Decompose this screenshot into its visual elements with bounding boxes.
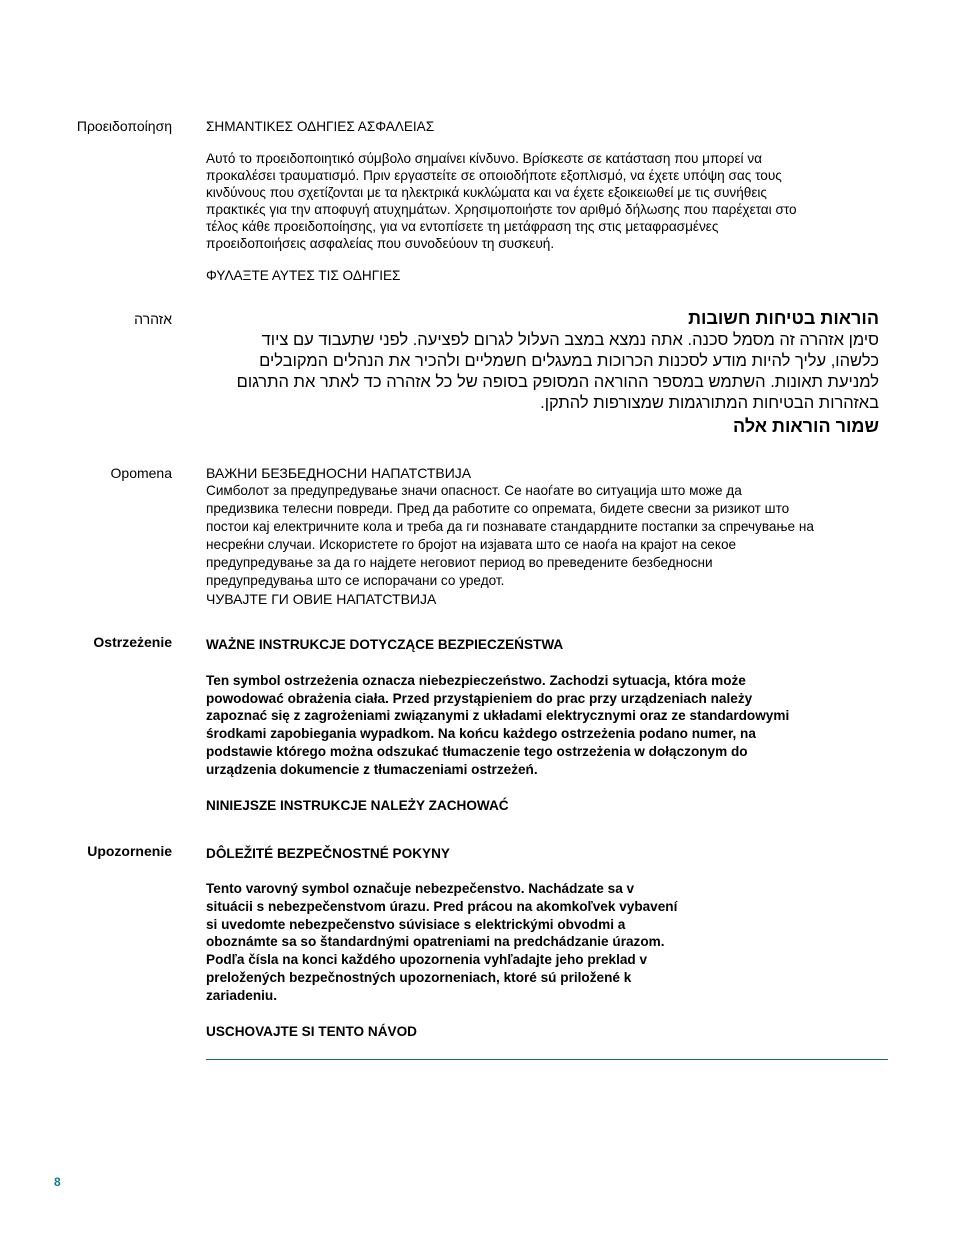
body-line: situácii s nebezpečenstvom úrazu. Pred prácou na akomkoľvek vybavení [206, 898, 678, 914]
body-line: oboznámte sa so štandardnými opatreniami na predchádzanie úrazom. [206, 934, 665, 950]
body-line: Tento varovný symbol označuje nebezpečenstvo. Nachádzate sa v [206, 881, 635, 896]
section-body-greek [206, 118, 876, 284]
body-line: zapoznać się z zagrożeniami związanymi z układami elektrycznymi oraz ze standardowymi [206, 708, 790, 724]
page-number: 8 [54, 1175, 61, 1189]
section-label-hebrew: אזהרה [134, 311, 172, 327]
body-line: zariadeniu. [206, 987, 278, 1003]
section-heading: ΣΗΜΑΝΤΙΚΕΣ ΟΔΗΓΙΕΣ ΑΣΦΑΛΕΙΑΣ [206, 119, 435, 134]
body-line: несреќни случаи. Искористете го бројот на изјавата што се наоѓа на крајот на секое [206, 537, 737, 552]
section-label-slovak: Upozornenie [87, 843, 172, 859]
body-line: preložených bezpečnostných upozorneniach, ktoré sú priložené k [206, 969, 632, 985]
section-body-hebrew [206, 306, 879, 438]
body-line: urządzenia dokumencie z tłumaczeniami ostrzeżeń. [206, 761, 538, 777]
body-line: предупредување за да го најдете неговиот период во преведените безбедносни [206, 555, 713, 570]
body-line: προειδοποιήσεις ασφαλείας που συνοδεύουν τη συσκευή. [206, 236, 555, 251]
body-line: τέλος κάθε προειδοποίησης, για να εντοπίσετε τη μετάφραση της στις μεταφρασμένες [206, 219, 719, 234]
section-footer: שמור הוראות אלה [733, 416, 879, 436]
section-label-polish: Ostrzeżenie [93, 634, 172, 650]
body-line: powodować obrażenia ciała. Przed przystąpieniem do prac przy urządzeniach należy [206, 690, 753, 706]
body-line: באזהרות הבטיחות המתורגמות שמצורפות להתקן. [540, 394, 879, 412]
section-body-macedonian [206, 464, 876, 608]
section-heading: DÔLEŽITÉ BEZPEČNOSTNÉ POKYNY [206, 846, 450, 861]
section-heading: ВАЖНИ БЕЗБЕДНОСНИ НАПАТСТВИЈА [206, 465, 472, 481]
section-footer: NINIEJSZE INSTRUKCJE NALEŻY ZACHOWAĆ [206, 798, 509, 814]
section-label-macedonian: Opomena [110, 465, 172, 481]
body-line: Симболот за предупредување значи опасност. Се наоѓате во ситуација што може да [206, 483, 742, 498]
body-line: środkami zapobiegania wypadkom. Na końcu każdego ostrzeżenia podano numer, na [206, 726, 756, 742]
body-line: למניעת תאונות. השתמש במספר ההוראה המסופק בסופה של כל אזהרה כד לאתר את התרגום [236, 373, 879, 391]
body-line: si uvedomte nebezpečenstvo súvisiace s elektrickými obvodmi a [206, 916, 626, 932]
section-footer: USCHOVAJTE SI TENTO NÁVOD [206, 1023, 417, 1039]
body-line: Podľa čísla na konci každého upozornenia vyhľadajte jeho preklad v [206, 952, 648, 968]
body-line: προκαλέσει τραυματισμό. Πριν εργαστείτε σε οποιοδήποτε εξοπλισμό, να έχετε υπόψη σας τους [206, 168, 782, 183]
section-footer: ЧУВАЈТЕ ГИ ОВИЕ НАПАТСТВИЈА [206, 591, 437, 607]
body-line: podstawie którego można odszukać tłumaczenie tego ostrzeżenia w dołączonym do [206, 743, 748, 759]
section-divider [206, 1059, 888, 1060]
section-body-slovak [206, 845, 876, 1040]
body-line: предизвика телесни повреди. Пред да работите со опремата, бидете свесни за ризикот што [206, 501, 790, 516]
body-line: Αυτό το προειδοποιητικό σύμβολο σημαίνει κίνδυνο. Βρίσκεστε σε κατάσταση που μπορεί να [206, 151, 762, 166]
section-label-greek: Προειδοποίηση [76, 118, 172, 134]
body-line: κινδύνους που σχετίζονται με τα ηλεκτρικά κυκλώματα και να έχετε εξοικειωθεί με τις συνήθεις [206, 185, 767, 200]
section-heading: WAŻNE INSTRUKCJE DOTYCZĄCE BEZPIECZEŃSTWA [206, 637, 564, 652]
body-line: Ten symbol ostrzeżenia oznacza niebezpieczeństwo. Zachodzi sytuacja, która może [206, 673, 746, 688]
body-line: предупредувања што се испорачани со уредот. [206, 573, 505, 588]
body-line: סימן אזהרה זה מסמל סכנה. אתה נמצא במצב העלול לגרום לפציעה. לפני שתעבוד עם ציוד [261, 331, 879, 349]
body-line: постои кај електричните кола и треба да ги познавате стандардните постапки за спречување на [206, 519, 814, 534]
body-line: πρακτικές για την αποφυγή ατυχημάτων. Χρησιμοποιήστε τον αριθμό δήλωσης που παρέχεται στο [206, 202, 797, 217]
section-footer: ΦΥΛΑΞΤΕ ΑΥΤΕΣ ΤΙΣ ΟΔΗΓΙΕΣ [206, 268, 401, 283]
section-heading: הוראות בטיחות חשובות [688, 308, 879, 328]
body-line: כלשהו, עליך להיות מודע לסכנות הכרוכות במעגלים חשמליים ולהכיר את הנהלים המקובלים [259, 352, 879, 370]
section-body-polish [206, 636, 876, 814]
